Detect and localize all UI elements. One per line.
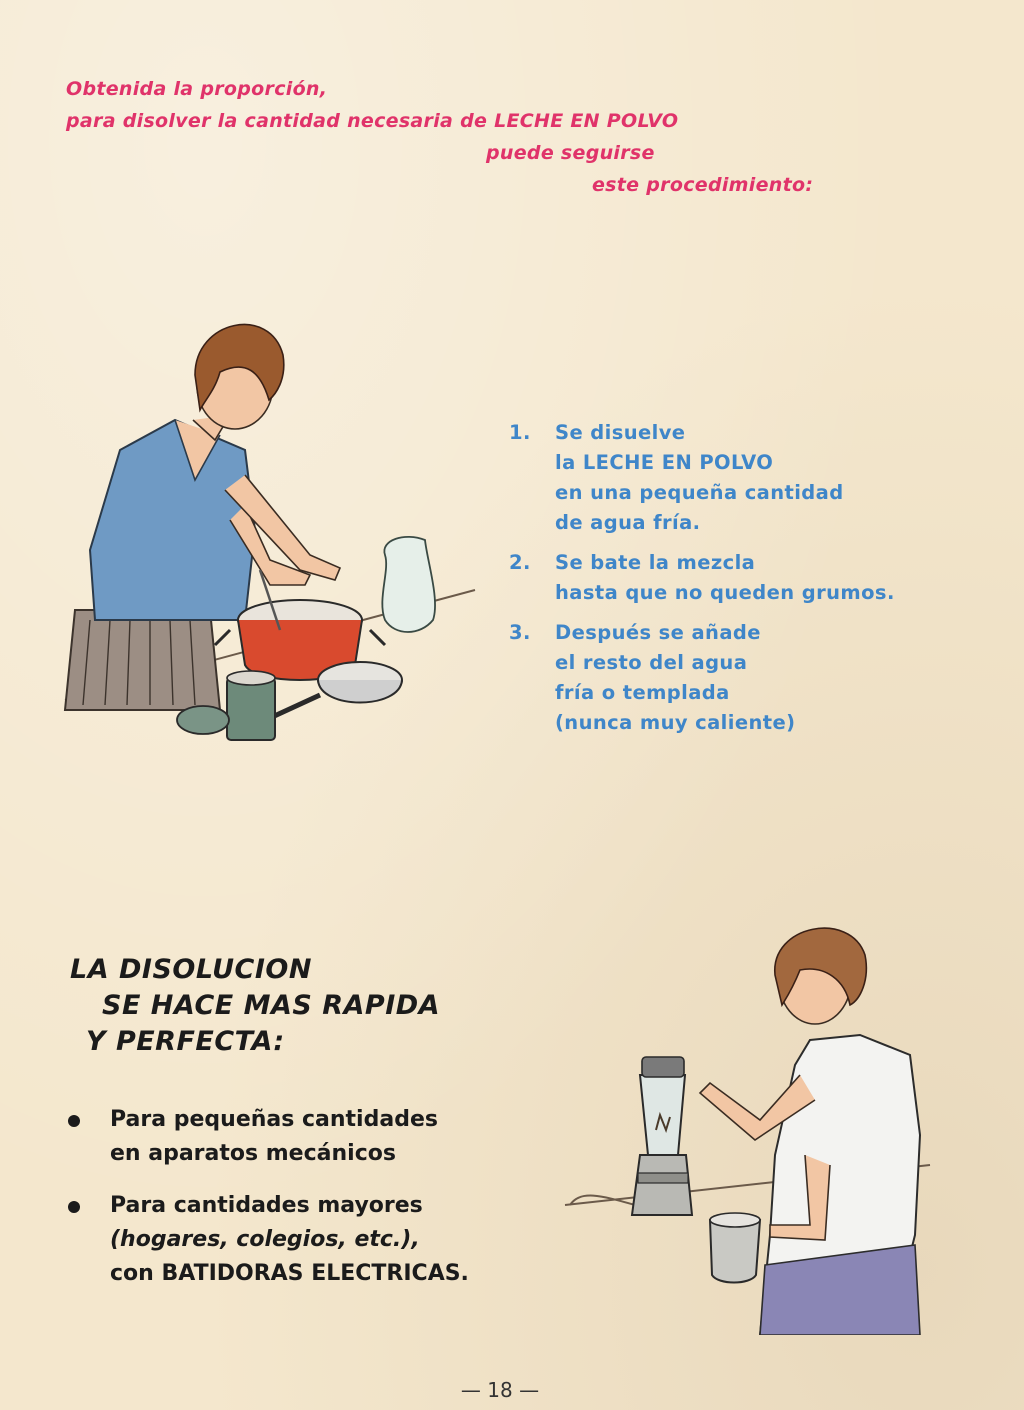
section-heading [70, 952, 440, 1060]
intro-text [0, 0, 1024, 200]
heading-line-1: LA DISOLUCION [70, 954, 312, 985]
heading-line-3: Y PERFECTA: [86, 1026, 285, 1057]
step-number: 3. [509, 621, 531, 644]
step-3 [505, 618, 945, 738]
bullet-list [66, 1103, 469, 1309]
step-number: 2. [509, 551, 531, 574]
intro-line-4: este procedimiento: [592, 174, 814, 196]
step-text: en una pequeña cantidad [555, 481, 844, 504]
step-text: (nunca muy caliente) [555, 711, 796, 734]
step-text: Se bate la mezcla [555, 551, 756, 574]
step-2 [505, 548, 945, 608]
step-number: 1. [509, 421, 531, 444]
woman-blender-illustration [560, 905, 940, 1335]
bullet-item-2 [66, 1189, 469, 1291]
bullet-dot-icon [68, 1201, 80, 1213]
step-text: fría o templada [555, 681, 730, 704]
intro-line-3: puede seguirse [486, 142, 655, 164]
step-text: el resto del agua [555, 651, 748, 674]
bullet-text: (hogares, colegios, etc.), [110, 1227, 420, 1252]
step-text: hasta que no queden grumos. [555, 581, 895, 604]
woman-mixing-illustration [55, 300, 495, 750]
page-number: — 18 — [460, 1378, 540, 1402]
heading-line-2: SE HACE MAS RAPIDA [102, 990, 441, 1021]
step-text: Después se añade [555, 621, 761, 644]
bullet-dot-icon [68, 1115, 80, 1127]
step-1 [505, 418, 945, 538]
bullet-text: en aparatos mecánicos [110, 1141, 396, 1166]
intro-line-1: Obtenida la proporción, [66, 78, 328, 100]
step-text: Se disuelve [555, 421, 686, 444]
bullet-text: Para pequeñas cantidades [110, 1107, 438, 1132]
bullet-text: con BATIDORAS ELECTRICAS. [110, 1261, 469, 1286]
steps-list [505, 418, 945, 748]
intro-line-2: para disolver la cantidad necesaria de LECHE EN POLVO [66, 110, 679, 132]
step-text: de agua fría. [555, 511, 701, 534]
bullet-item-1 [66, 1103, 469, 1171]
bullet-text: Para cantidades mayores [110, 1193, 423, 1218]
step-text: la LECHE EN POLVO [555, 451, 774, 474]
